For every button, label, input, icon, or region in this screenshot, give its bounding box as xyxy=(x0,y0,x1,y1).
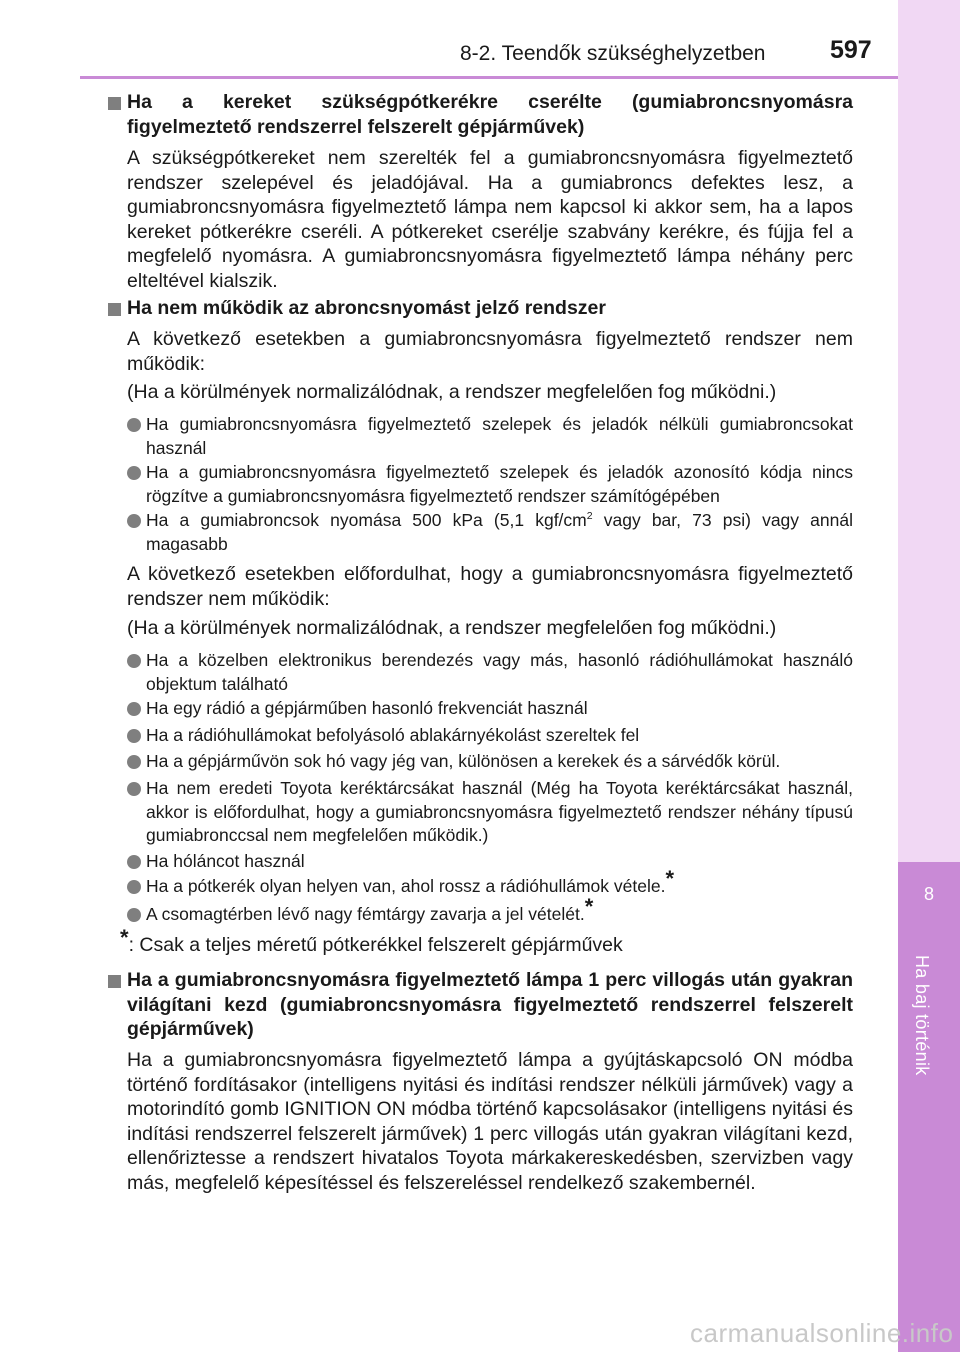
list-item-text: A csomagtérben lévő nagy fémtárgy zavarja a jel vételét. xyxy=(146,904,585,924)
list-item-text: Ha a gumiabroncsok nyomása 500 kPa (5,1 kgf/cm xyxy=(146,510,587,530)
list-item-text: vagy bar, 73 psi) vagy annál magasabb xyxy=(146,510,853,554)
circle-bullet-icon xyxy=(127,855,141,869)
section-heading: Ha a gumiabroncsnyomásra figyelmeztető lámpa 1 perc villogás után gyakran világítani kezd (gumiabroncsnyomásra figyelmeztető rendszerrel felszerelt gépjárművek) xyxy=(127,969,853,1040)
list-item: Ha a gumiabroncsnyomásra figyelmeztető szelepek és jeladók azonosító kódja nincs rögzítve a gumiabroncsnyomásra figyelmeztető rendszer számítógépében xyxy=(146,462,853,506)
list-item xyxy=(146,894,853,927)
section-header: 8-2. Teendők szükséghelyzetben xyxy=(460,42,766,65)
paragraph: A következő esetekben előfordulhat, hogy a gumiabroncsnyomásra figyelmeztető rendszer nem működik: xyxy=(127,563,853,610)
list-item-text: Ha a pótkerék olyan helyen van, ahol rossz a rádióhullámok vétele. xyxy=(146,876,666,896)
list-item: Ha egy rádió a gépjárműben hasonló frekvenciát használ xyxy=(146,698,588,718)
list-item: Ha a közelben elektronikus berendezés vagy más, hasonló rádióhullámokat használó objektum található xyxy=(146,650,853,694)
section-heading: Ha a kereket szükségpótkerékre cserélte (gumiabroncsnyomásra figyelmeztető rendszerrel felszerelt gépjárművek) xyxy=(127,91,853,138)
circle-bullet-icon xyxy=(127,729,141,743)
circle-bullet-icon xyxy=(127,514,141,528)
circle-bullet-icon xyxy=(127,654,141,668)
list-item: Ha a rádióhullámokat befolyásoló ablakárnyékolást szereltek fel xyxy=(146,725,640,745)
circle-bullet-icon xyxy=(127,418,141,432)
asterisk-mark: * xyxy=(584,894,594,919)
header-divider xyxy=(80,76,898,79)
circle-bullet-icon xyxy=(127,908,141,922)
paragraph: (Ha a körülmények normalizálódnak, a rendszer megfelelően fog működni.) xyxy=(127,617,777,639)
asterisk-mark: * xyxy=(665,866,675,891)
square-bullet-icon xyxy=(108,975,121,988)
list-item: Ha hóláncot használ xyxy=(146,851,305,871)
list-item xyxy=(146,509,853,556)
circle-bullet-icon xyxy=(127,880,141,894)
paragraph: A szükségpótkereket nem szerelték fel a gumiabroncsnyomásra figyelmeztető rendszer szelepével és jeladójával. Ha a gumiabroncs defektes lesz, a gumiabroncsnyomásra figyelmeztető lámpa nem kapcsol ki akkor sem, ha a lapos kereket pótkerékre cseréli. A pótkereket cserélje szabvány kerékre, és fújja fel a megfelelő nyomásra. A gumiabroncsnyomásra figyelmeztető lámpa néhány perc elteltével kialszik. xyxy=(127,147,853,292)
chapter-number: 8 xyxy=(923,884,934,904)
side-margin-band xyxy=(898,0,960,862)
superscript: 2 xyxy=(586,510,593,523)
watermark: carmanualsonline.info xyxy=(690,1318,954,1348)
square-bullet-icon xyxy=(108,303,121,316)
paragraph: (Ha a körülmények normalizálódnak, a rendszer megfelelően fog működni.) xyxy=(127,381,777,403)
circle-bullet-icon xyxy=(127,755,141,769)
circle-bullet-icon xyxy=(127,702,141,716)
paragraph: Ha a gumiabroncsnyomásra figyelmeztető lámpa a gyújtáskapcsoló ON módba történő fordításakor (intelligens nyitási és indítási rendszer nélküli járművek) vagy a motorindító gomb IGNITION ON módba történő kapcsolásakor (intelligens nyitási és indítási rendszerrel felszerelt járművek) 1 perc villogás után gyakran világítani kezd, ellenőriztesse a rendszert hivatalos Toyota márkakereskedésben, szervizben vagy más, megfelelő képesítéssel és felszereléssel rendelkező szakembernél. xyxy=(127,1049,853,1194)
circle-bullet-icon xyxy=(127,782,141,796)
circle-bullet-icon xyxy=(127,466,141,480)
page-number: 597 xyxy=(830,36,872,64)
list-item: Ha gumiabroncsnyomásra figyelmeztető szelepek és jeladók nélküli gumiabroncsokat használ xyxy=(146,414,853,458)
chapter-label: Ha baj történik xyxy=(912,955,932,1076)
footnote-asterisk: * xyxy=(120,925,129,950)
section-heading: Ha nem működik az abroncsnyomást jelző rendszer xyxy=(127,297,606,319)
footnote xyxy=(120,925,853,957)
chapter-side-tab xyxy=(898,862,960,1352)
paragraph: A következő esetekben a gumiabroncsnyomásra figyelmeztető rendszer nem működik: xyxy=(127,328,853,375)
square-bullet-icon xyxy=(108,97,121,110)
list-item: Ha nem eredeti Toyota keréktárcsákat használ (Még ha Toyota keréktárcsákat használ, akkor is előfordulhat, hogy a gumiabroncsnyomásra figyelmeztető rendszer néhány típusú gumiabronccsal nem megfelelően működik.) xyxy=(146,778,853,845)
footnote-text: : Csak a teljes méretű pótkerékkel felszerelt gépjárművek xyxy=(128,934,623,956)
list-item xyxy=(146,866,853,899)
list-item: Ha a gépjárművön sok hó vagy jég van, különösen a kerekek és a sárvédők körül. xyxy=(146,751,781,771)
